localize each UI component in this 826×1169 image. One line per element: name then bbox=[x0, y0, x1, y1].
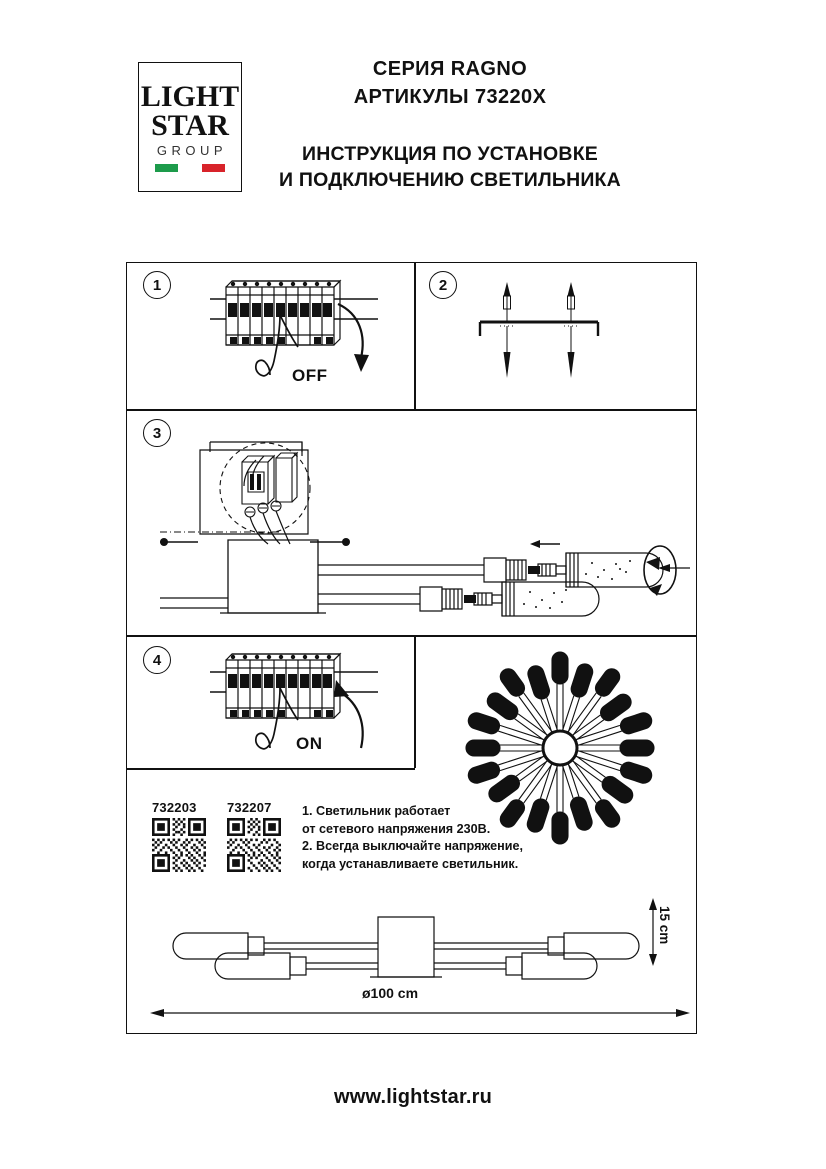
step-1-badge: 1 bbox=[143, 271, 171, 299]
article-title: АРТИКУЛЫ 73220X bbox=[353, 86, 547, 108]
height-dimension-label: 15 cm bbox=[657, 906, 672, 945]
step-4-caption-on: ON bbox=[296, 734, 323, 753]
qr-label-732203: 732203 bbox=[152, 800, 197, 815]
divider-row2 bbox=[126, 635, 697, 637]
series-title: СЕРИЯ RAGNO bbox=[372, 58, 528, 80]
doc-title-line1: ИНСТРУКЦИЯ ПО УСТАНОВКЕ bbox=[301, 143, 598, 165]
qr-code-732207[interactable] bbox=[227, 818, 281, 872]
step-4-badge: 4 bbox=[143, 646, 171, 674]
divider-step1-2 bbox=[414, 262, 416, 409]
step-3-illustration bbox=[160, 420, 690, 625]
footer-website[interactable]: www.lightstar.ru bbox=[333, 1086, 493, 1108]
qr-label-732207: 732207 bbox=[227, 800, 272, 815]
step-4-arrow-up-icon bbox=[330, 672, 376, 752]
qr-code-732203[interactable] bbox=[152, 818, 206, 872]
step-1-caption-off: OFF bbox=[292, 366, 328, 385]
note-line-3: 2. Всегда выключайте напряжение, bbox=[302, 839, 524, 854]
step-2-badge: 2 bbox=[429, 271, 457, 299]
divider-step4-bottom bbox=[126, 768, 415, 770]
diameter-dimension-label: ø100 cm bbox=[362, 985, 419, 1001]
logo-line-star: STAR bbox=[151, 108, 229, 142]
step-2-illustration bbox=[470, 280, 620, 390]
step-3-badge: 3 bbox=[143, 419, 171, 447]
note-line-2: от сетевого напряжения 230В. bbox=[302, 821, 491, 836]
note-line-4: когда устанавливаете светильник. bbox=[302, 856, 519, 871]
dimension-side-view bbox=[150, 895, 690, 1020]
logo-line-light: LIGHT bbox=[140, 79, 240, 113]
safety-notes bbox=[302, 803, 562, 873]
divider-row1 bbox=[126, 409, 697, 411]
divider-step4-right bbox=[414, 635, 416, 768]
logo-line-group: GROUP bbox=[156, 142, 228, 158]
doc-title-line2: И ПОДКЛЮЧЕНИЮ СВЕТИЛЬНИКА bbox=[279, 169, 621, 191]
step-1-arrow-down-icon bbox=[330, 300, 376, 380]
note-line-1: 1. Светильник работает bbox=[302, 804, 451, 818]
